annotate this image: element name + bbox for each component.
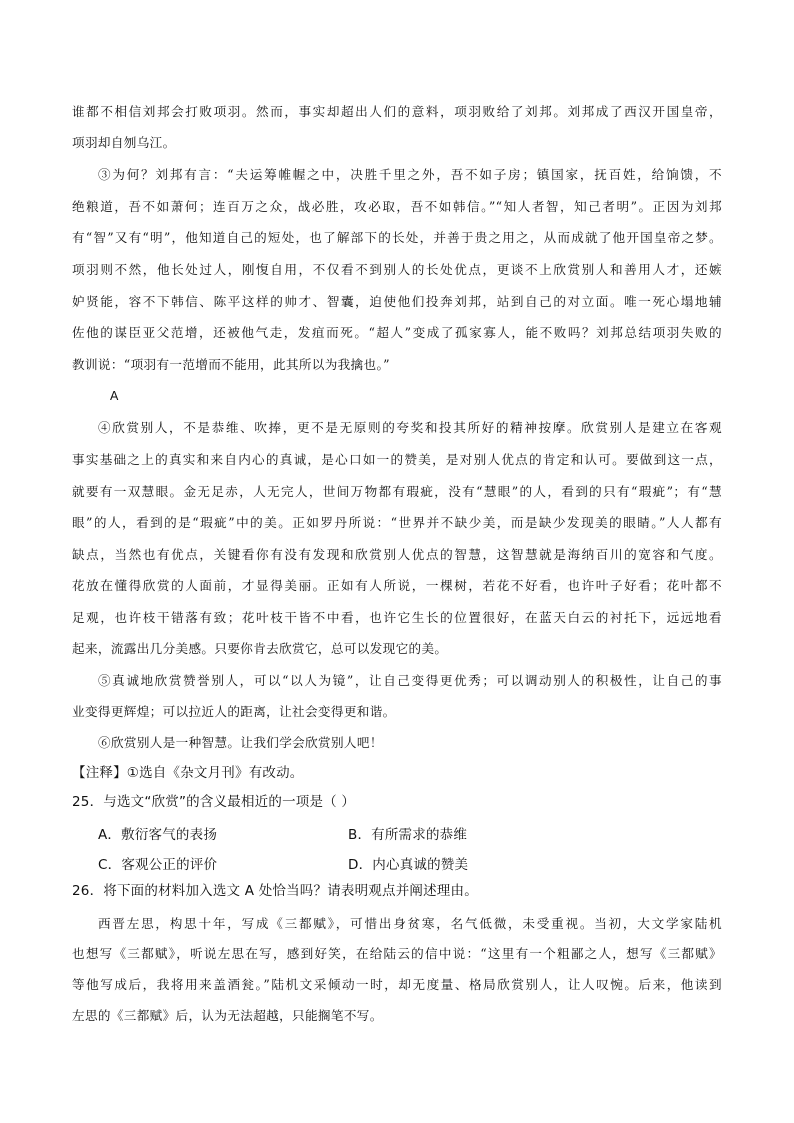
q25-option-b: B．有所需求的恭维 — [348, 827, 468, 843]
p3-line-4: 项羽则不然，他长处过人，刚愎自用，不仅看不到别人的长处优点，更谈不上欣赏别人和善用人才，还嫉 — [72, 262, 722, 277]
p4-line-1: ④欣赏别人，不是恭维、吹捧，更不是无原则的夸奖和投其所好的精神按摩。欣赏别人是建立在客观 — [98, 420, 722, 435]
q25-option-d: D．内心真诚的赞美 — [348, 857, 469, 873]
p3-line-5: 妒贤能，容不下韩信、陈平这样的帅才、智囊，迫使他们投奔刘邦，站到自己的对立面。唯一死心塌地辅 — [72, 294, 722, 309]
p4-line-5: 缺点，当然也有优点，关键看你有没有发现和欣赏别人优点的智慧，这智慧就是海纳百川的宽容和气度。 — [72, 547, 722, 562]
q26-material-line-3: 等他写成后，我将用来盖酒瓮。”陆机文采倾动一时，却无度量、格局欣赏别人，让人叹惋。后来，他读到 — [72, 977, 722, 992]
p4-line-7: 足观，也许枝干错落有致；花叶枝干皆不中看，也许它生长的位置很好，在蓝天白云的衬托下，远远地看 — [72, 610, 722, 625]
q26-material-line-1: 西晋左思，构思十年，写成《三都赋》，可惜出身贫寒，名气低微，未受重视。当初，大文学家陆机 — [98, 916, 722, 931]
p4-line-4: 眼”的人，看到的是“瑕疵”中的美。正如罗丹所说：“世界并不缺少美，而是缺少发现美的眼睛。”人人都有 — [72, 515, 722, 530]
p5-line-1: ⑤真诚地欣赏赞誉别人，可以“以人为镜”，让自己变得更优秀；可以调动别人的积极性，让自己的事 — [98, 673, 722, 688]
p4-line-6: 花放在懂得欣赏的人面前，才显得美丽。正如有人所说，一棵树，若花不好看，也许叶子好看；花叶都不 — [72, 578, 722, 593]
intro-line-1: 谁都不相信刘邦会打败项羽。然而，事实却超出人们的意料，项羽败给了刘邦。刘邦成了西汉开国皇帝， — [72, 104, 722, 119]
p3-line-6: 佐他的谋臣亚父范增，还被他气走，发疽而死。“超人”变成了孤家寡人，能不败吗？刘邦总结项羽失败的 — [72, 325, 722, 340]
p5-line-2: 业变得更辉煌；可以拉近人的距离，让社会变得更和谐。 — [72, 704, 396, 719]
insertion-marker-a: A — [110, 389, 119, 403]
p6-line: ⑥欣赏别人是一种智慧。让我们学会欣赏别人吧！ — [98, 735, 383, 750]
p4-line-8: 起来，流露出几分美感。只要你肯去欣赏它，总可以发现它的美。 — [72, 641, 448, 656]
question-25-stem: 25．与选文“欣赏”的含义最相近的一项是（ ） — [72, 794, 356, 810]
p3-line-1: ③为何？刘邦有言：“夫运筹帷幄之中，决胜千里之外，吾不如子房；镇国家，抚百姓，给饷馈，不 — [98, 167, 722, 182]
p4-line-3: 就要有一双慧眼。金无足赤，人无完人，世间万物都有瑕疵，没有“慧眼”的人，看到的只有“瑕疵”；有“慧 — [72, 484, 722, 499]
p3-line-7: 教训说：“项羽有一范增而不能用，此其所以为我擒也。” — [72, 357, 390, 372]
q25-option-a: A．敷衍客气的表扬 — [98, 827, 218, 843]
p4-line-2: 事实基础之上的真实和来自内心的真诚，是心口如一的赞美，是对别人优点的肯定和认可。要做到这一点， — [72, 452, 722, 467]
question-26-stem: 26．将下面的材料加入选文 A 处恰当吗？请表明观点并阐述理由。 — [72, 883, 478, 899]
annotation-note: 【注释】①选自《杂文月刊》有改动。 — [72, 765, 304, 781]
p3-line-2: 绝粮道，吾不如萧何；连百万之众，战必胜，攻必取，吾不如韩信。”“知人者智，知己者明”。正因为刘邦 — [72, 199, 722, 214]
p3-line-3: 有“智”又有“明”，他知道自己的短处，也了解部下的长处，并善于贵之用之，从而成就了他开国皇帝之梦。 — [72, 230, 722, 245]
q26-material-line-2: 也想写《三都赋》，听说左思在写，感到好笑，在给陆云的信中说：“这里有一个粗鄙之人，想写《三都赋》 — [72, 946, 722, 961]
q26-material-line-4: 左思的《三都赋》后，认为无法超越，只能搁笔不写。 — [72, 1008, 383, 1023]
intro-line-2: 项羽却自刎乌江。 — [72, 135, 176, 150]
q25-option-c: C．客观公正的评价 — [98, 857, 218, 873]
